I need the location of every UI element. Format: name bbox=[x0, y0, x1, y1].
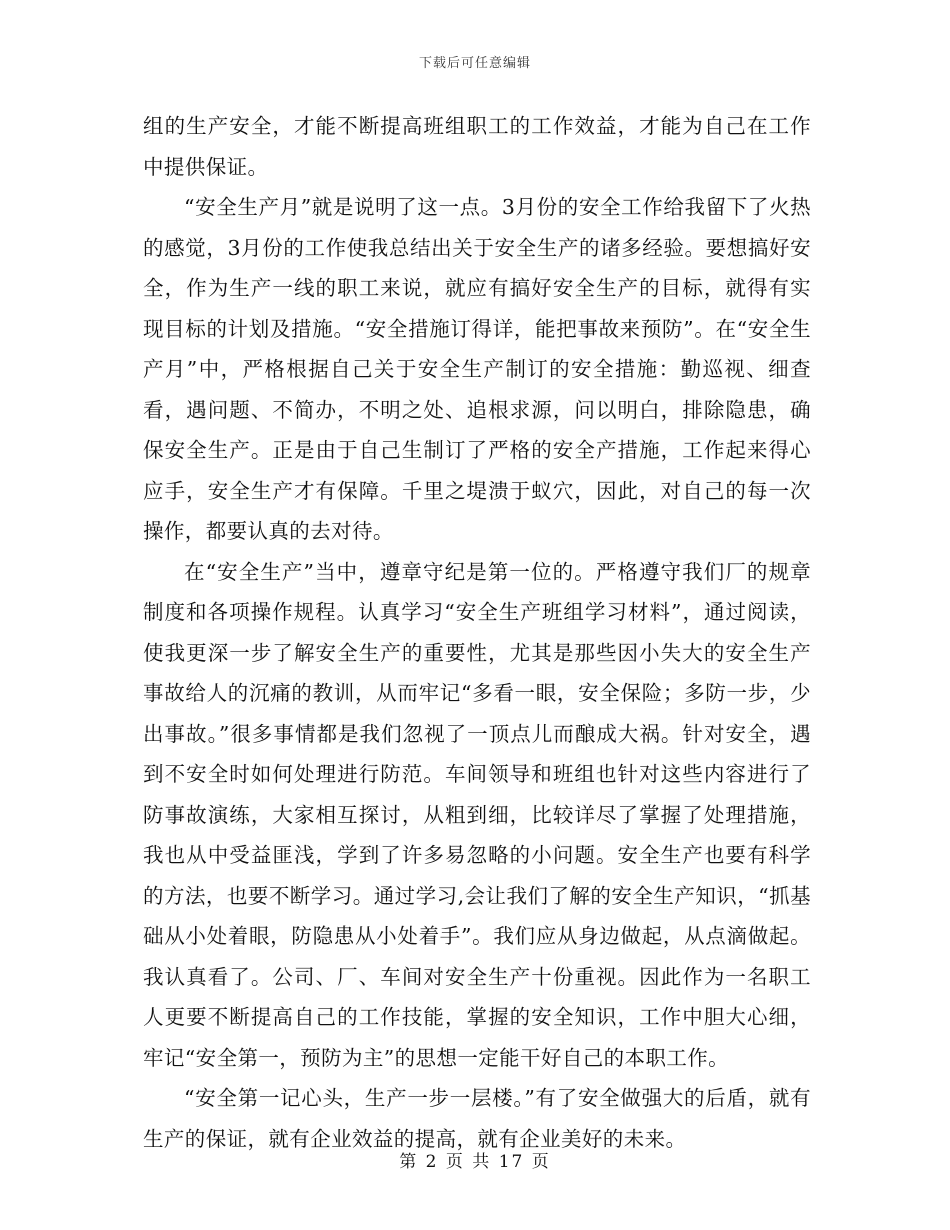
paragraph-4: “安全第一记心头，生产一步一层楼。”有了安全做强大的后盾，就有生产的保证，就有企业效益的提高，就有企业美好的未来。 bbox=[143, 1086, 811, 1151]
page-header: 下载后可任意编辑 bbox=[418, 56, 531, 71]
page-footer: 第 2 页 共 17 页 bbox=[399, 1152, 551, 1172]
paragraph-1: 组的生产安全，才能不断提高班组职工的工作效益，才能为自己在工作中提供保证。 bbox=[143, 114, 811, 179]
paragraph-3: 在“安全生产”当中，遵章守纪是第一位的。严格遵守我们厂的规章制度和各项操作规程。认真学习“安全生产班组学习材料”，通过阅读，使我更深一步了解安全生产的重要性，尤其是那些因小失大的安全生产事故给人的沉痛的教训，从而牢记“多看一眼，安全保险；多防一步，少出事故。”很多事情都是我们忽视了一顶点儿而酿成大祸。针对安全，遇到不安全时如何处理进行防范。车间领导和班组也针对这些内容进行了防事故演练，大家相互探讨，从粗到细，比较详尽了掌握了处理措施，我也从中受益匪浅，学到了许多易忽略的小问题。安全生产也要有科学的方法，也要不断学习。通过学习,会让我们了解的安全生产知识，“抓基础从小处着眼，防隐患从小处着手”。我们应从身边做起，从点滴做起。我认真看了。公司、厂、车间对安全生产十份重视。因此作为一名职工人更要不断提高自己的工作技能，掌握的安全知识，工作中胆大心细，牢记“安全第一，预防为主”的思想一定能干好自己的本职工作。 bbox=[143, 559, 811, 1070]
paragraph-2: “安全生产月”就是说明了这一点。3月份的安全工作给我留下了火热的感觉，3月份的工作使我总结出关于安全生产的诸多经验。要想搞好安全，作为生产一线的职工来说，就应有搞好安全生产的目标，就得有实现目标的计划及措施。“安全措施订得详，能把事故来预防”。在“安全生产月”中，严格根据自己关于安全生产制订的安全措施：勤巡视、细查看，遇问题、不简办，不明之处、追根求源，问以明白，排除隐患，确保安全生产。正是由于自己生制订了严格的安全产措施，工作起来得心应手，安全生产才有保障。千里之堤溃于蚁穴，因此，对自己的每一次操作，都要认真的去对待。 bbox=[143, 195, 811, 543]
document-body bbox=[143, 106, 811, 1159]
